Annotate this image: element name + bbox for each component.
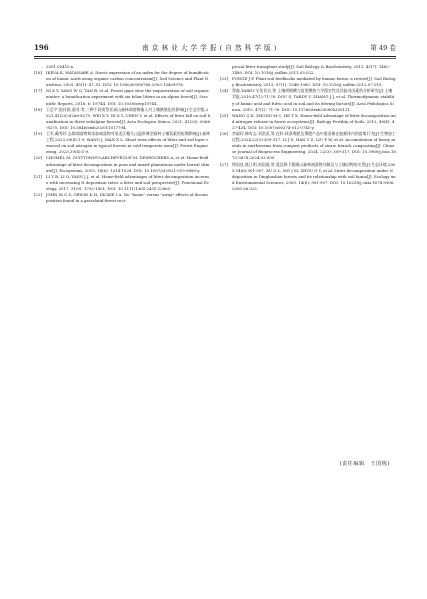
header-rule-thin [34,58,396,59]
reference-text: WANG Q K, ZHONG M C, HE T X. Home-field advantage of litter decomposition and nitrogen release in forest ecosystems[J]. Biology Fertility of Soils, 2013, 49(4): 427-434. DOI: 10.1007/s00374-012-0741-y. [232,112,396,130]
reference-item [220,162,396,192]
left-column [34,64,210,204]
reference-text: 窦森,TARDY Y,张晋京,等.土壤胡敏酸与富里酸热力学稳定性及其驱动因素的分析研究[J].土壤学报,2010,47(1):71-76. DOU S, TARDY Y, ZHANG J J, et al. Thermodynamic stability of humic acid and fulvic acid in soil and its driving factors[J]. Acta Pedologica Sinica, 2010, 47(1): 71-76. DOI: 10.11766/trxb200804300111. [232,88,395,112]
reference-text: NI X Y, YANG W Q, TAN B, et al. Forest gaps slow the sequestration of soil organic matter: a humification experiment with six foliar litters in an alpine forest[J]. Scientific Reports, 2016, 6: 19744. DOI: 10.1038/srep19744. [46,88,209,106]
reference-text: 卫芯宇,倪祥银,谌亚,等.三种不同类型亚高山森林凋落物输入对土壤腐殖化的影响[J].生态学报,2021,41(20):8266-8275. WEI X Y, NI X Y, CHEN Y, et al. Effects of litter fall on soil humification in three subalpine forests[J]. Acta Ecologica Sinica, 2021, 41(20): 8266-8275. DOI: 10.5846/stxb202011017794. [46,106,211,130]
reference-text: CHOMEL M, GUITTONNY-LARCHEVÊQUE M, DESROCHERS A, et al. Home-field advantage of litter decomposition in pure and mixed plantations under boreal climate[J]. Ecosystems, 2015, 18(6): 1014-1028. DOI: 10.1007/s10021-015-9880-y. [46,155,210,173]
volume-label: 第 49 卷 [370,44,396,52]
reference-item [220,131,396,161]
reference-text: JOHN M G S, ORWIN K H, DICKIE I A. No "home" versus "away" effects of decomposition found in a grassland-forest reci- [46,191,208,204]
page-header [34,42,396,54]
reference-item [220,113,396,131]
journal-title: 南 京 林 业 大 学 学 报 ( 自 然 科 学 版 ) [142,44,277,52]
reference-number: [20] [34,155,42,161]
reference-item [34,174,210,192]
header-rule [34,56,396,57]
reference-item [34,88,210,106]
reference-item [34,131,210,155]
reference-text: 王军,戴秀玲.去除凋落物和添加凋落物对黑龙江帽儿山温带典型森林土壤氮素的短期影响[J].森林工程,2023,39(4):1-9. WANG J, MAN X L. Short term effects of litter and sod layer removal on soil nitrogen in typical forests in cold temperate zone[J]. Forest Engineering, 2023,39(4):1-9. [46,131,210,155]
reference-number: [23] [220,76,228,82]
reference-number: [21] [34,173,42,179]
reference-item [34,155,210,173]
reference-number: [22] [34,191,42,197]
reference-number: [25] [220,112,228,118]
reference-text: 徐国良,莫江明,周国逸,等.氮沉降下鼎湖山森林凋落物分解及与土壤动物的关系[J].生态环境,2005,14(6):901-907. XU G L, MO J M, ZHOU G Y, et al. Litter decomposition under N deposition in Dinghushan forests and its relationship with soil fauna[J]. Ecology and Environmental Sciences, 2005, 14(6): 901-907. DOI: 10.16258/j.cnki.1674-5906.2005.06.022. [232,161,396,191]
right-column [220,64,396,192]
reference-number: [26] [220,131,228,137]
reference-number: [16] [34,70,42,76]
reference-number: [27] [220,161,228,167]
reference-number: [24] [220,88,228,94]
reference-item [34,70,210,88]
editor-credit: (责任编辑 王国栋) [339,461,390,467]
reference-continuation: procal litter transplant study[J]. Soil Biology & Biochemistry, 2011, 43(7): 1482-1489. DOI: 10.1016/j.soilbio.2011.03.022. [232,64,391,76]
reference-item [34,107,210,131]
reference-text: 李淑玲,韩有志,刘金武,等.在杆,枝条堆肥及堆肥产品中重金属在蚯蚓体内的富集行为[J].生物加工过程,2024,22(3):309-317. LI J X, HAN Y Z, LIU F W, et al. Accumulation of heavy metals in earthworms from compost products of straw, branch composting[J]. Chinese Journal of Bioprocess Engineering, 2024, 22(3): 309-317. DOI: 10.3969/j.issn.1672-3678.2024.03.009. [232,131,396,161]
reference-text: LI Y B, LI Q, YANG J J, et al. Home-field advantages of litter decomposition increase with increasing N deposition rates: a litter and soil perspective[J]. Functional Ecology, 2017, 31(9): 1792-1801. DOI: 10.1111/1365-2435.12863. [46,173,209,191]
reference-text: IKEVA K, WATANABE A. Direct expression of an index for the degree of humification of humic acids using organic carbon concentration[J]. Soil Science and Plant Nutrition, 2003, 49(1): 47–53. DOI: 10.1080/00380768.2003.10409978. [46,70,209,88]
reference-item [220,76,396,88]
reference-text: PONGE J F. Plant-soil feedbacks mediated by humus forms: a review[J]. Soil Biology Biochemistry, 2013, 57(1): 1048-1060. DOI: 10.1016/j.soilbio.2012.07.019. [232,76,396,88]
reference-number: [19] [34,131,42,137]
reference-continuation: 2001.00410.x. [46,64,75,69]
page-number: 196 [34,43,49,52]
reference-number: [17] [34,88,42,94]
reference-item [220,88,396,112]
reference-number: [18] [34,106,42,112]
reference-item [34,192,210,204]
